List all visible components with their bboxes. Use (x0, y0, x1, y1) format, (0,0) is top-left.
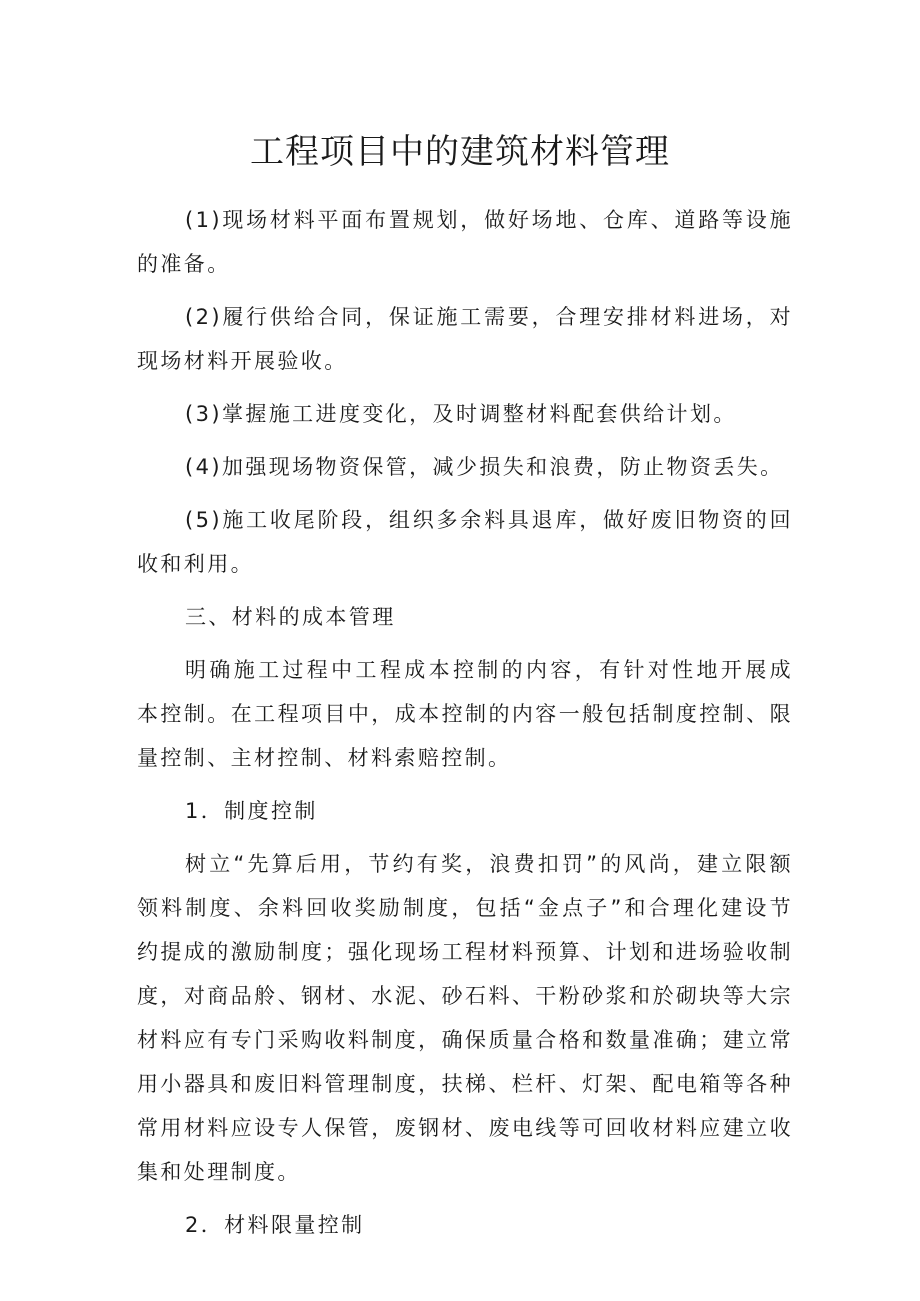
subheading-quantity-limit-control: 2．材料限量控制 (185, 1213, 365, 1237)
paragraph-cost-control-intro: 明确施工过程中工程成本控制的内容，有针对性地开展成本控制。在工程项目中，成本控制的内容一般包括制度控制、限量控制、主材控制、材料索赔控制。 (137, 658, 793, 770)
document-title: 工程项目中的建筑材料管理 (250, 132, 670, 172)
subheading-system-control: 1．制度控制 (185, 799, 318, 823)
paragraph-item-5: (5)施工收尾阶段，组织多余料具退库，做好废旧物资的回收和利用。 (137, 508, 793, 576)
paragraph-item-3: (3)掌握施工进度变化，及时调整材料配套供给计划。 (185, 402, 737, 426)
section-heading-material-cost: 三、材料的成本管理 (185, 605, 396, 629)
paragraph-item-1: (1)现场材料平面布置规划，做好场地、仓库、道路等设施的准备。 (137, 208, 793, 276)
document-body (137, 198, 793, 1247)
paragraph-system-control: 树立“先算后用，节约有奖，浪费扣罚”的风尚，建立限额领料制度、余料回收奖励制度，包括“金点子”和合理化建设节约提成的激励制度；强化现场工程材料预算、计划和进场验收制度，对商品舲、钢材、水泥、砂石料、干粉砂浆和於砌块等大宗材料应有专门采购收料制度，确保质量合格和数量准确；建立常用小器具和废旧料管理制度，扶梯、栏杆、灯架、配电箱等各种常用材料应设专人保管，废钢材、废电线等可回收材料应建立收集和处理制度。 (137, 852, 793, 1184)
paragraph-item-2: (2)履行供给合同，保证施工需要，合理安排材料进场，对现场材料开展验收。 (137, 305, 793, 373)
paragraph-item-4: (4)加强现场物资保管，减少损失和浪费，防止物资丢失。 (185, 455, 784, 479)
